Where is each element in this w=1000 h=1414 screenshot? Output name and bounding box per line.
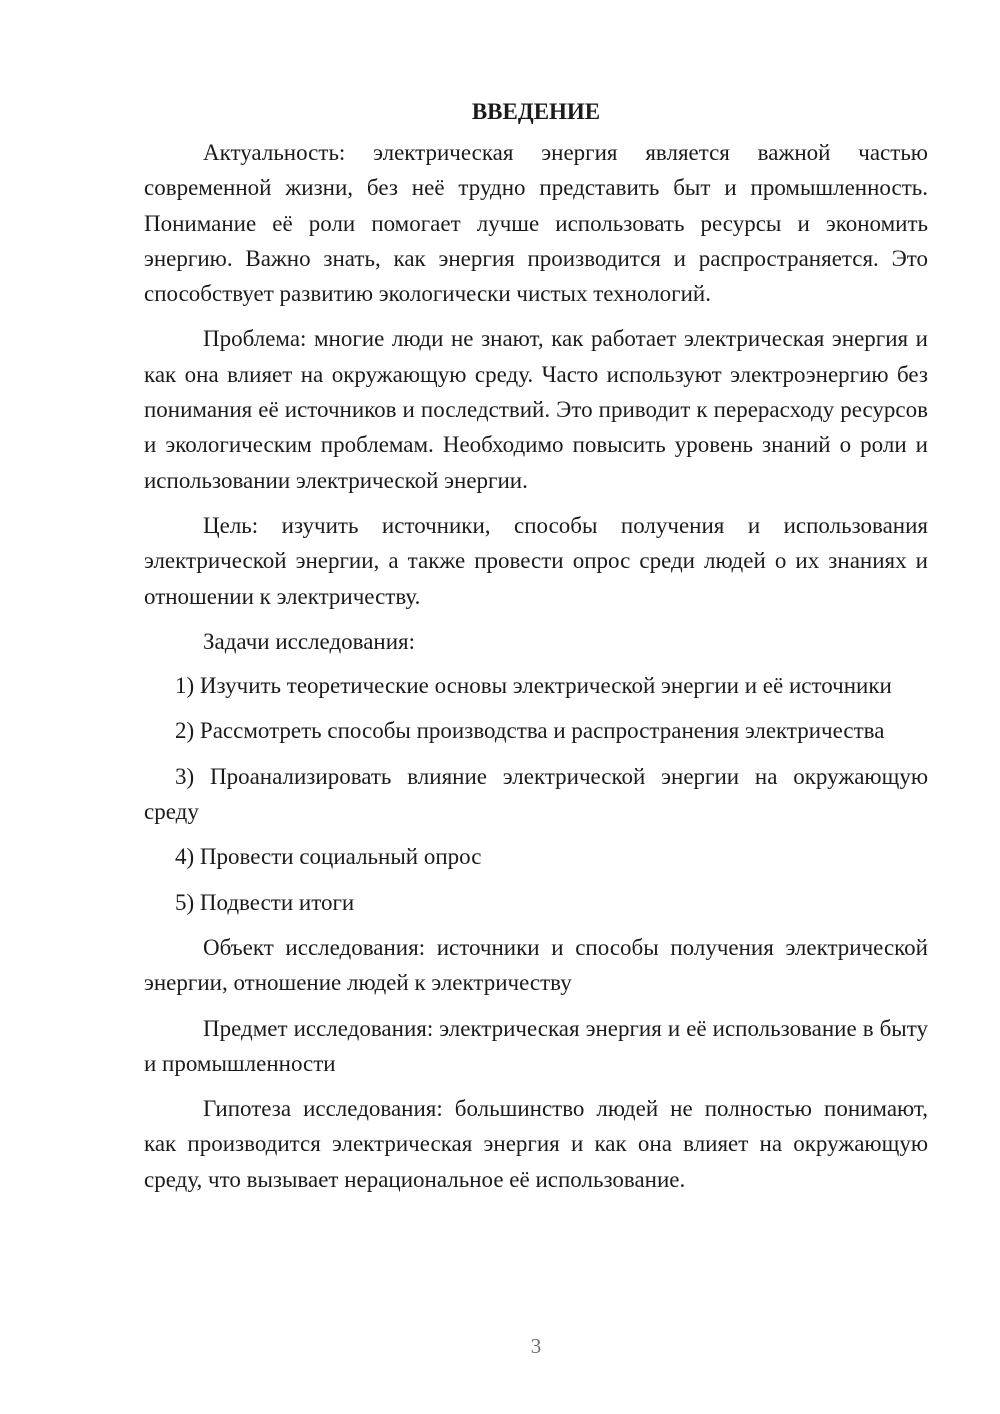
task-item-4: 4) Провести социальный опрос <box>175 844 482 870</box>
paragraph-goal: Цель: изучить источники, способы получения и использования электрической энергии, а также провести опрос среди людей о их знаниях и отношении к электричеству. <box>144 512 928 609</box>
paragraph-subject: Предмет исследования: электрическая энергия и её использование в быту и промышленности <box>144 1015 928 1076</box>
paragraph-relevance: Актуальность: электрическая энергия является важной частью современной жизни, без неё трудно представить быт и промышленность. Понимание её роли помогает лучше использовать ресурсы и экономить энергию. Важно знать, как энергия производится и распространяется. Это способствует развитию экологически чистых технологий. <box>144 140 928 307</box>
paragraph-problem: Проблема: многие люди не знают, как работает электрическая энергия и как она влияет на окружающую среду. Часто используют электроэнергию без понимания её источников и последствий. Это приводит к перерасходу ресурсов и экологическим проблемам. Необходимо повысить уровень знаний о роли и использовании электрической энергии. <box>144 326 928 493</box>
task-item-2: 2) Рассмотреть способы производства и распространения электричества <box>175 718 885 744</box>
page-number: 3 <box>530 1334 542 1358</box>
task-item-3: 3) Проанализировать влияние электрической энергии на окружающую среду <box>144 763 928 825</box>
paragraph-object: Объект исследования: источники и способы получения электрической энергии, отношение людей к электричеству <box>144 934 928 996</box>
document-page <box>144 97 928 1207</box>
task-item-1: 1) Изучить теоретические основы электрической энергии и её источники <box>175 673 892 699</box>
paragraph-tasks-heading: Задачи исследования: <box>203 628 416 654</box>
section-heading: ВВЕДЕНИЕ <box>471 99 601 124</box>
paragraph-hypothesis: Гипотеза исследования: большинство людей не полностью понимают, как производится электрическая энергия и как она влияет на окружающую среду, что вызывает нерациональное её использование. <box>144 1096 928 1192</box>
task-item-5: 5) Подвести итоги <box>175 889 355 915</box>
